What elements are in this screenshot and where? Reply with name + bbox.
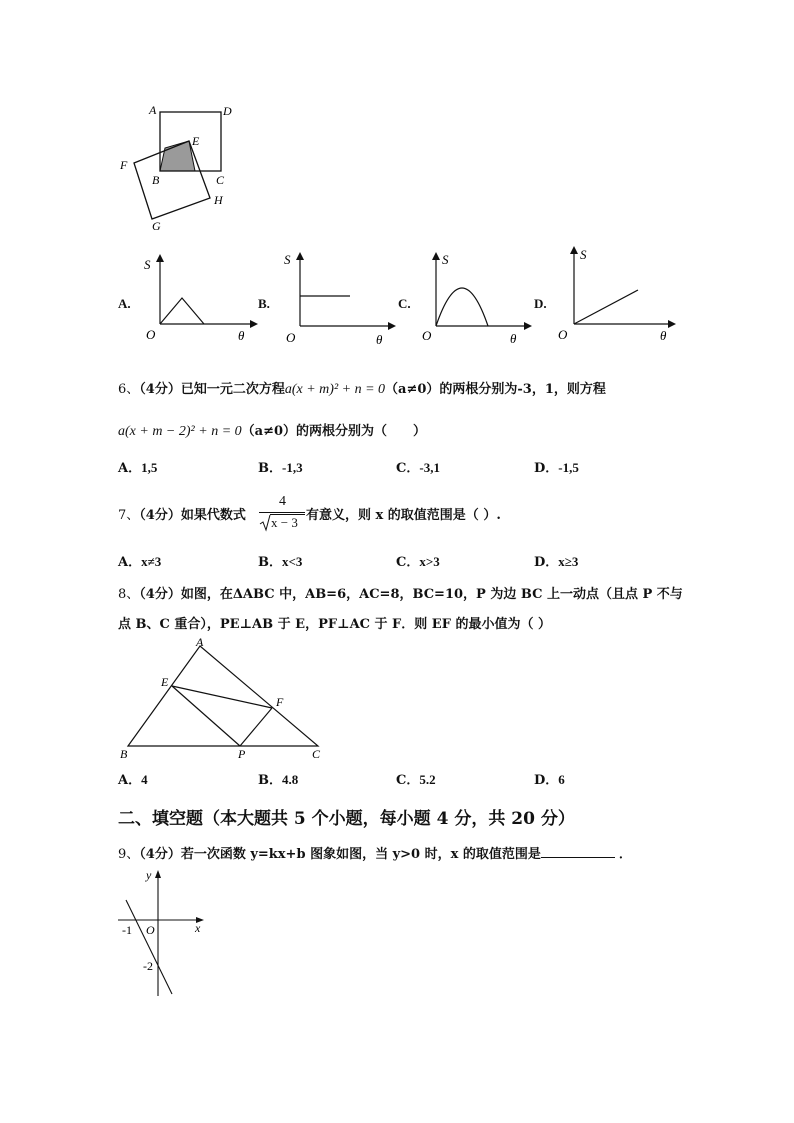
graph-d-svg bbox=[556, 242, 684, 348]
sqrt-icon bbox=[259, 514, 271, 532]
axis-s-label: S bbox=[580, 247, 587, 262]
graph-c-svg bbox=[420, 248, 538, 348]
question-6-line-2 bbox=[118, 420, 426, 440]
question-8-line-1 bbox=[118, 583, 683, 602]
q6-condition: （a≠0） bbox=[385, 382, 440, 397]
label-E: E bbox=[161, 675, 169, 689]
q7-fraction-denominator: x − 3 bbox=[271, 515, 298, 530]
question-9 bbox=[118, 843, 632, 862]
q8-option-a[interactable]: A．4 bbox=[118, 772, 148, 788]
q7-option-c[interactable]: C．x>3 bbox=[396, 554, 440, 570]
origin-label: O bbox=[146, 327, 156, 342]
q8-option-b[interactable]: B．4.8 bbox=[258, 772, 299, 788]
label-A: A bbox=[149, 103, 157, 117]
origin-label: O bbox=[422, 328, 432, 343]
label-C: C bbox=[312, 747, 321, 761]
curve-triangle bbox=[160, 298, 204, 324]
q7-points: （4分） bbox=[139, 508, 181, 523]
segment-pf bbox=[240, 708, 272, 746]
label-H: H bbox=[214, 193, 223, 207]
label-C: C bbox=[216, 173, 225, 187]
label-neg2: -2 bbox=[143, 959, 153, 973]
q6-points: （4分） bbox=[139, 382, 181, 397]
section-heading: 二、填空题（本大题共 5 个小题，每小题 4 分，共 20 分） bbox=[118, 809, 575, 829]
segment-ef bbox=[172, 686, 272, 708]
label-P: P bbox=[238, 747, 246, 761]
label-x: x bbox=[195, 921, 201, 935]
option-d-letter: D. bbox=[534, 296, 547, 311]
axis-theta-label: θ bbox=[660, 328, 667, 343]
q6-condition-2: （a≠0） bbox=[241, 424, 297, 439]
q9-end: ． bbox=[618, 847, 632, 862]
label-neg1: -1 bbox=[122, 923, 132, 937]
axis-s-label: S bbox=[284, 252, 291, 267]
graph-option-c bbox=[398, 248, 538, 348]
label-E: E bbox=[192, 134, 200, 148]
option-b-letter: B. bbox=[258, 296, 270, 311]
q7-option-b[interactable]: B．x<3 bbox=[258, 554, 303, 570]
question-6-line-1 bbox=[118, 378, 606, 398]
q8-points: （4分） bbox=[139, 587, 181, 602]
q6-text-3: 的两根分别为（ ） bbox=[296, 424, 427, 439]
q9-number: 9、 bbox=[118, 847, 140, 862]
q7-fraction-numerator: 4 bbox=[279, 494, 286, 509]
label-origin: O bbox=[146, 923, 155, 937]
q9-text: 若一次函数 y=kx+b 图象如图，当 y>0 时，x 的取值范围是 bbox=[180, 847, 541, 862]
axis-s-label: S bbox=[144, 257, 151, 272]
label-F: F bbox=[120, 158, 128, 172]
label-y: y bbox=[146, 868, 152, 882]
q6-option-d[interactable]: D．-1,5 bbox=[534, 460, 579, 476]
graph-a-svg bbox=[140, 252, 258, 348]
q7-text-1: 如果代数式 bbox=[180, 508, 246, 523]
q8-number: 8、 bbox=[118, 587, 140, 602]
label-G: G bbox=[152, 219, 161, 233]
q7-option-a[interactable]: A．x≠3 bbox=[118, 554, 162, 570]
q6-equation-2: a(x + m − 2)² + n = 0 bbox=[118, 424, 242, 439]
curve-parabola bbox=[436, 288, 488, 326]
option-c-letter: C. bbox=[398, 296, 411, 311]
function-line bbox=[126, 900, 172, 994]
axis-theta-label: θ bbox=[376, 332, 383, 347]
q7-number: 7、 bbox=[118, 508, 140, 523]
q6-number: 6、 bbox=[118, 382, 140, 397]
q7-option-d[interactable]: D．x≥3 bbox=[534, 554, 579, 570]
q6-text-1: 已知一元二次方程 bbox=[180, 382, 285, 397]
figure-triangle-abc bbox=[112, 636, 334, 764]
segment-pe bbox=[172, 686, 240, 746]
graph-option-d bbox=[534, 242, 684, 348]
q9-points: （4分） bbox=[139, 847, 181, 862]
figure-linear-function bbox=[112, 866, 212, 1002]
q7-fraction bbox=[259, 494, 305, 534]
q8-text-2: 点 B、C 重合），PE⊥AB 于 E，PF⊥AC 于 F．则 EF 的最小值为（ ） bbox=[118, 617, 551, 632]
label-F: F bbox=[276, 695, 284, 709]
axis-s-label: S bbox=[442, 252, 449, 267]
label-D: D bbox=[223, 104, 232, 118]
q8-option-d[interactable]: D．6 bbox=[534, 772, 565, 788]
figure-overlapping-squares bbox=[110, 98, 240, 238]
q6-option-a[interactable]: A．1,5 bbox=[118, 460, 158, 476]
q8-option-c[interactable]: C．5.2 bbox=[396, 772, 436, 788]
q8-text-1: 如图，在ΔABC 中，AB=6，AC=8，BC=10，P 为边 BC 上一动点（且点 P 不与 bbox=[180, 587, 683, 602]
axis-theta-label: θ bbox=[510, 331, 517, 346]
q7-text-2: 有意义，则 x 的取值范围是（ ）. bbox=[306, 508, 501, 523]
origin-label: O bbox=[558, 327, 568, 342]
label-B: B bbox=[152, 173, 160, 187]
axis-theta-label: θ bbox=[238, 328, 245, 343]
label-A: A bbox=[196, 636, 204, 649]
curve-linear bbox=[574, 290, 638, 324]
answer-blank[interactable] bbox=[541, 845, 615, 858]
label-B: B bbox=[120, 747, 128, 761]
option-a-letter: A. bbox=[118, 296, 131, 311]
q6-option-b[interactable]: B．-1,3 bbox=[258, 460, 303, 476]
graph-b-svg bbox=[282, 248, 398, 348]
q6-text-2: 的两根分别为-3，1，则方程 bbox=[439, 382, 606, 397]
graph-option-a bbox=[118, 252, 258, 348]
question-8-line-2 bbox=[118, 613, 551, 632]
origin-label: O bbox=[286, 330, 296, 345]
q6-equation-1: a(x + m)² + n = 0 bbox=[284, 382, 386, 397]
q6-option-c[interactable]: C．-3,1 bbox=[396, 460, 440, 476]
graph-option-b bbox=[258, 248, 398, 348]
